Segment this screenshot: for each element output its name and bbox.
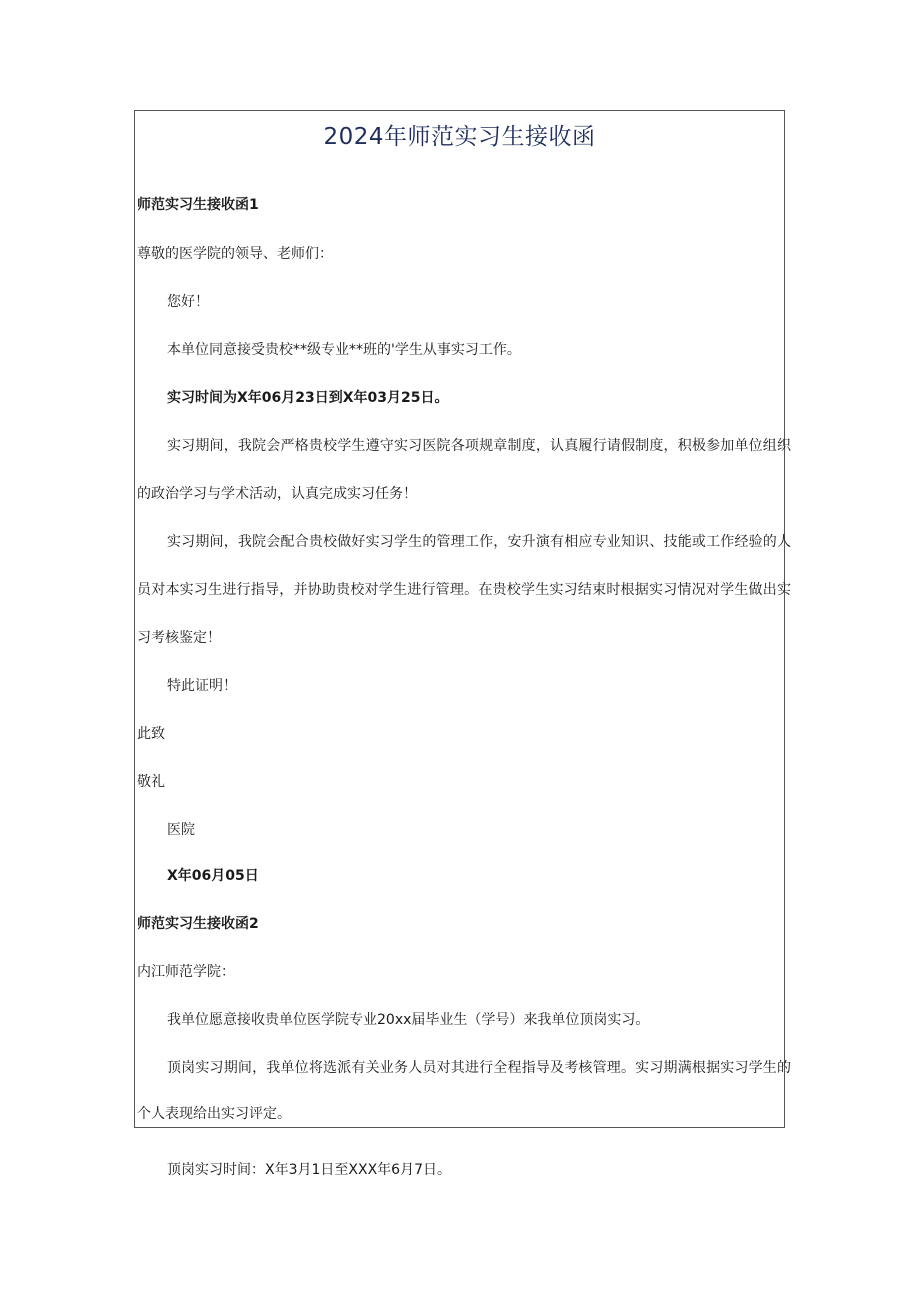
letter2-heading: 师范实习生接收函2 bbox=[137, 916, 259, 932]
letter1-paragraph-4-line-3: 习考核鉴定！ bbox=[137, 630, 221, 646]
letter1-paragraph-1: 本单位同意接受贵校**级专业**班的'学生从事实习工作。 bbox=[167, 342, 521, 358]
letter1-signer: 医院 bbox=[167, 822, 195, 838]
letter2-salutation: 内江师范学院： bbox=[137, 964, 235, 980]
letter2-paragraph-2-line-2: 个人表现给出实习评定。 bbox=[137, 1106, 291, 1122]
letter1-paragraph-3-line-1: 实习期间，我院会严格贵校学生遵守实习医院各项规章制度，认真履行请假制度，积极参加单位组织 bbox=[167, 438, 791, 454]
letter1-paragraph-3-line-2: 的政治学习与学术活动，认真完成实习任务！ bbox=[137, 486, 417, 502]
letter1-paragraph-2: 实习时间为X年06月23日到X年03月25日。 bbox=[167, 390, 449, 406]
letter1-closing-2: 敬礼 bbox=[137, 774, 165, 790]
document-title: 2024年师范实习生接收函 bbox=[323, 124, 596, 150]
letter2-paragraph-1: 我单位愿意接收贵单位医学院专业20xx届毕业生（学号）来我单位顶岗实习。 bbox=[167, 1012, 650, 1028]
letter1-paragraph-4-line-1: 实习期间，我院会配合贵校做好实习学生的管理工作，安升演有相应专业知识、技能或工作经验的人 bbox=[167, 534, 791, 550]
letter1-proof: 特此证明！ bbox=[167, 678, 237, 694]
letter2-paragraph-3: 顶岗实习时间：X年3月1日至XXX年6月7日。 bbox=[167, 1162, 451, 1178]
letter2-paragraph-2-line-1: 顶岗实习期间，我单位将选派有关业务人员对其进行全程指导及考核管理。实习期满根据实习学生的 bbox=[167, 1060, 791, 1076]
letter1-closing-1: 此致 bbox=[137, 726, 165, 742]
letter1-salutation: 尊敬的医学院的领导、老师们： bbox=[137, 246, 333, 262]
letter1-heading: 师范实习生接收函1 bbox=[137, 197, 259, 213]
letter1-greeting: 您好！ bbox=[167, 294, 209, 310]
letter1-paragraph-4-line-2: 员对本实习生进行指导，并协助贵校对学生进行管理。在贵校学生实习结束时根据实习情况对学生做出实 bbox=[137, 582, 791, 598]
letter1-date: X年06月05日 bbox=[167, 868, 259, 884]
